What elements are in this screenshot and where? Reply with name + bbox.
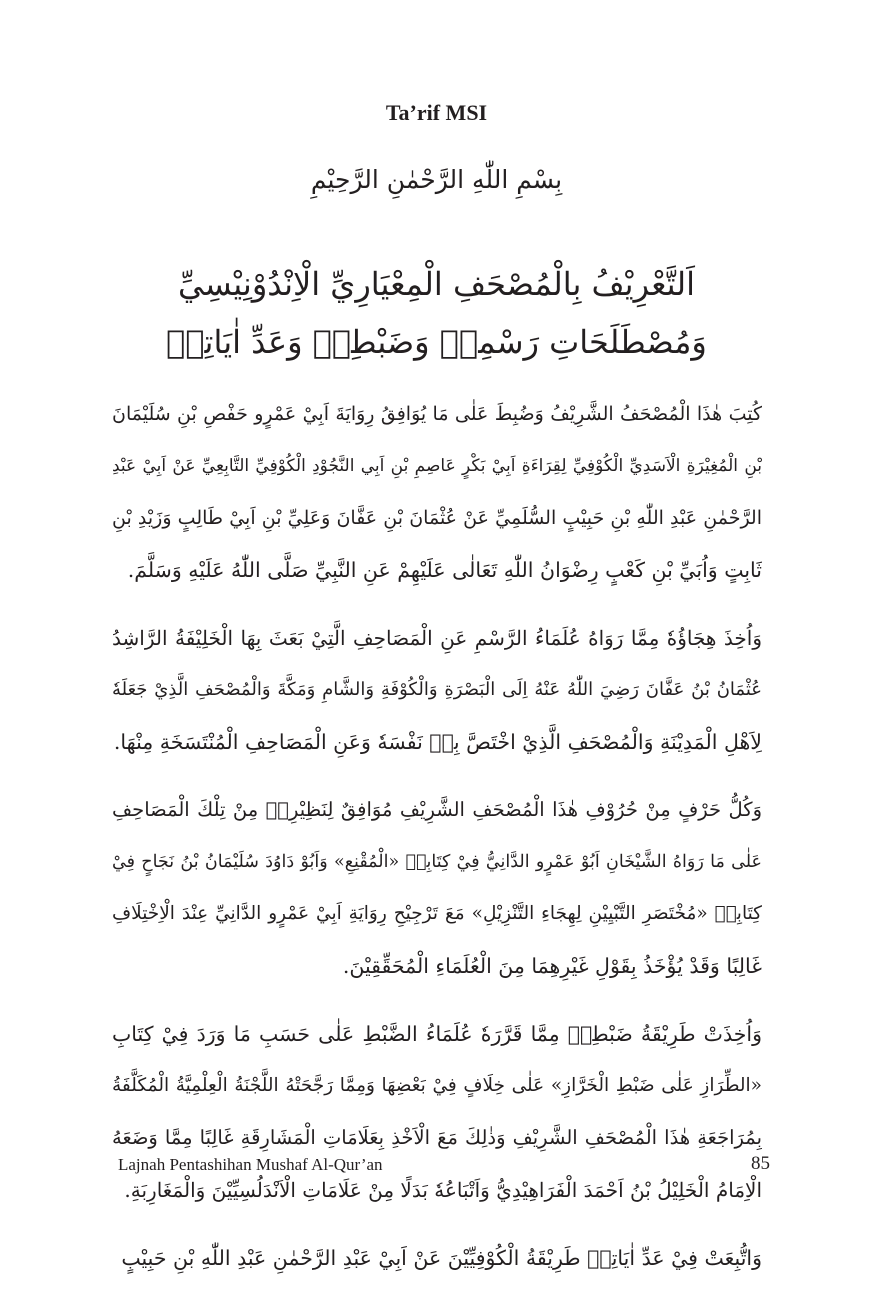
text-line: «الطِّرَازِ عَلٰى ضَبْطِ الْخَرَّازِ» عَلٰى خِلَافٍ فِيْ بَعْضِهَا وَمِمَّا رَجَّحَتْهُ اللَّجْنَةُ الْعِلْمِيَّةُ الْمُكَلَّفَةُ (112, 1075, 762, 1096)
text-line: الرَّحْمٰنِ عَبْدِ اللّٰهِ بْنِ حَبِيْبٍ السُّلَمِيِّ عَنْ عُثْمَانَ بْنِ عَفَّانَ وَعَلِيِّ بْنِ اَبِيْ طَالِبٍ وَزَيْدِ بْنِ (112, 507, 762, 529)
page-title: Ta’rif MSI (385, 100, 488, 125)
heading-line: وَمُصْطَلَحَاتِ رَسْمِهٖ وَضَبْطِهٖ وَعَدِّ اٰيَاتِهٖ (166, 323, 707, 361)
text-line: بْنِ الْمُغِيْرَةِ الْاَسَدِيِّ الْكُوْفِيِّ لِقِرَاءَةِ اَبِيْ بَكْرٍ عَاصِمِ بْنِ اَبِي النَّجُوْدِ الْكُوْفِيِّ التَّابِعِيِّ عَنْ اَبِيْ عَبْدِ (112, 456, 762, 476)
heading-line: اَلتَّعْرِيْفُ بِالْمُصْحَفِ الْمِعْيَارِيِّ الْاِنْدُوْنِيْسِيِّ (178, 265, 695, 303)
text-line: بِمُرَاجَعَةِ هٰذَا الْمُصْحَفِ الشَّرِيْفِ وَذٰلِكَ مَعَ الْاَخْذِ بِعَلَامَاتِ الْمَشَارِقَةِ غَالِبًا مِمَّا وَضَعَهُ (112, 1126, 762, 1149)
text-line: وَاُخِذَتْ طَرِيْقَةُ ضَبْطِهٖ مِمَّا قَرَّرَهٗ عُلَمَاءُ الضَّبْطِ عَلٰى حَسَبِ مَا وَرَدَ فِيْ كِتَابِ (112, 1022, 762, 1046)
page-number: 85 (751, 1153, 770, 1174)
text-line: وَاُخِذَ هِجَاؤُهٗ مِمَّا رَوَاهُ عُلَمَاءُ الرَّسْمِ عَنِ الْمَصَاحِفِ الَّتِيْ بَعَثَ بِهَا الْخَلِيْفَةُ الرَّاشِدُ (112, 626, 762, 650)
text-line: غَالِبًا وَقَدْ يُؤْخَذُ بِقَوْلِ غَيْرِهِمَا مِنَ الْعُلَمَاءِ الْمُحَقِّقِيْنَ. (342, 954, 762, 978)
text-line: كِتَابِهٖ «مُخْتَصَرِ التَّبْيِيْنِ لِهِجَاءِ التَّنْزِيْلِ» مَعَ تَرْجِيْحِ رِوَايَةِ اَبِيْ عَمْرٍو الدَّانِيِّ عِنْدَ الْاِخْتِلَافِ (112, 903, 762, 924)
text-line: لِاَهْلِ الْمَدِيْنَةِ وَالْمُصْحَفِ الَّذِيْ اخْتَصَّ بِهٖ نَفْسَهٗ وَعَنِ الْمَصَاحِفِ الْمُنْتَسَخَةِ مِنْهَا. (113, 730, 762, 754)
text-line: كُتِبَ هٰذَا الْمُصْحَفُ الشَّرِيْفُ وَضُبِطَ عَلٰى مَا يُوَافِقُ رِوَايَةَ اَبِيْ عَمْرٍو حَفْصِ بْنِ سُلَيْمَانَ (112, 403, 762, 425)
text-line: عُثْمَانُ بْنُ عَفَّانَ رَضِيَ اللّٰهُ عَنْهُ اِلَى الْبَصْرَةِ وَالْكُوْفَةِ وَالشَّامِ وَمَكَّةَ وَالْمُصْحَفِ الَّذِيْ جَعَلَهٗ (112, 679, 762, 700)
text-line: وَاتُّبِعَتْ فِيْ عَدِّ اٰيَاتِهٖ طَرِيْقَةُ الْكُوْفِيِّيْنَ عَنْ اَبِيْ عَبْدِ الرَّحْمٰنِ عَبْدِ اللّٰهِ بْنِ حَبِيْبٍ (121, 1246, 762, 1270)
text-line: وَكُلُّ حَرْفٍ مِنْ حُرُوْفِ هٰذَا الْمُصْحَفِ الشَّرِيْفِ مُوَافِقٌ لِنَظِيْرِهٖ مِنْ تِلْكَ الْمَصَاحِفِ (112, 798, 762, 821)
basmalah: بِسْمِ اللّٰهِ الرَّحْمٰنِ الرَّحِيْمِ (310, 165, 563, 194)
footer-text: Lajnah Pentashihan Mushaf Al-Qur’an (118, 1155, 383, 1174)
text-line: الْاِمَامُ الْخَلِيْلُ بْنُ اَحْمَدَ الْفَرَاهِيْدِيُّ وَاَتْبَاعُهٗ بَدَلًا مِنْ عَلَامَاتِ الْاَنْدَلُسِيِّيْنَ وَالْمَغَارِبَةِ. (124, 1178, 762, 1202)
paragraph (112, 784, 762, 992)
paragraph (112, 612, 762, 768)
text-line: عَلٰى مَا رَوَاهُ الشَّيْخَانِ اَبُوْ عَمْرٍو الدَّانِيُّ فِيْ كِتَابِهٖ «الْمُقْنِعِ» وَاَبُوْ دَاوُدَ سُلَيْمَانُ بْنُ نَجَاحٍ فِيْ (112, 852, 762, 872)
paragraph (112, 1232, 762, 1284)
text-line: ثَابِتٍ وَاُبَيِّ بْنِ كَعْبٍ رِضْوَانُ اللّٰهِ تَعَالٰى عَلَيْهِمْ عَنِ النَّبِيِّ صَلَّى اللّٰهُ عَلَيْهِ وَسَلَّمَ. (127, 558, 762, 582)
paragraph (112, 1008, 762, 1216)
paragraph (112, 388, 762, 596)
arabic-heading (100, 255, 773, 371)
